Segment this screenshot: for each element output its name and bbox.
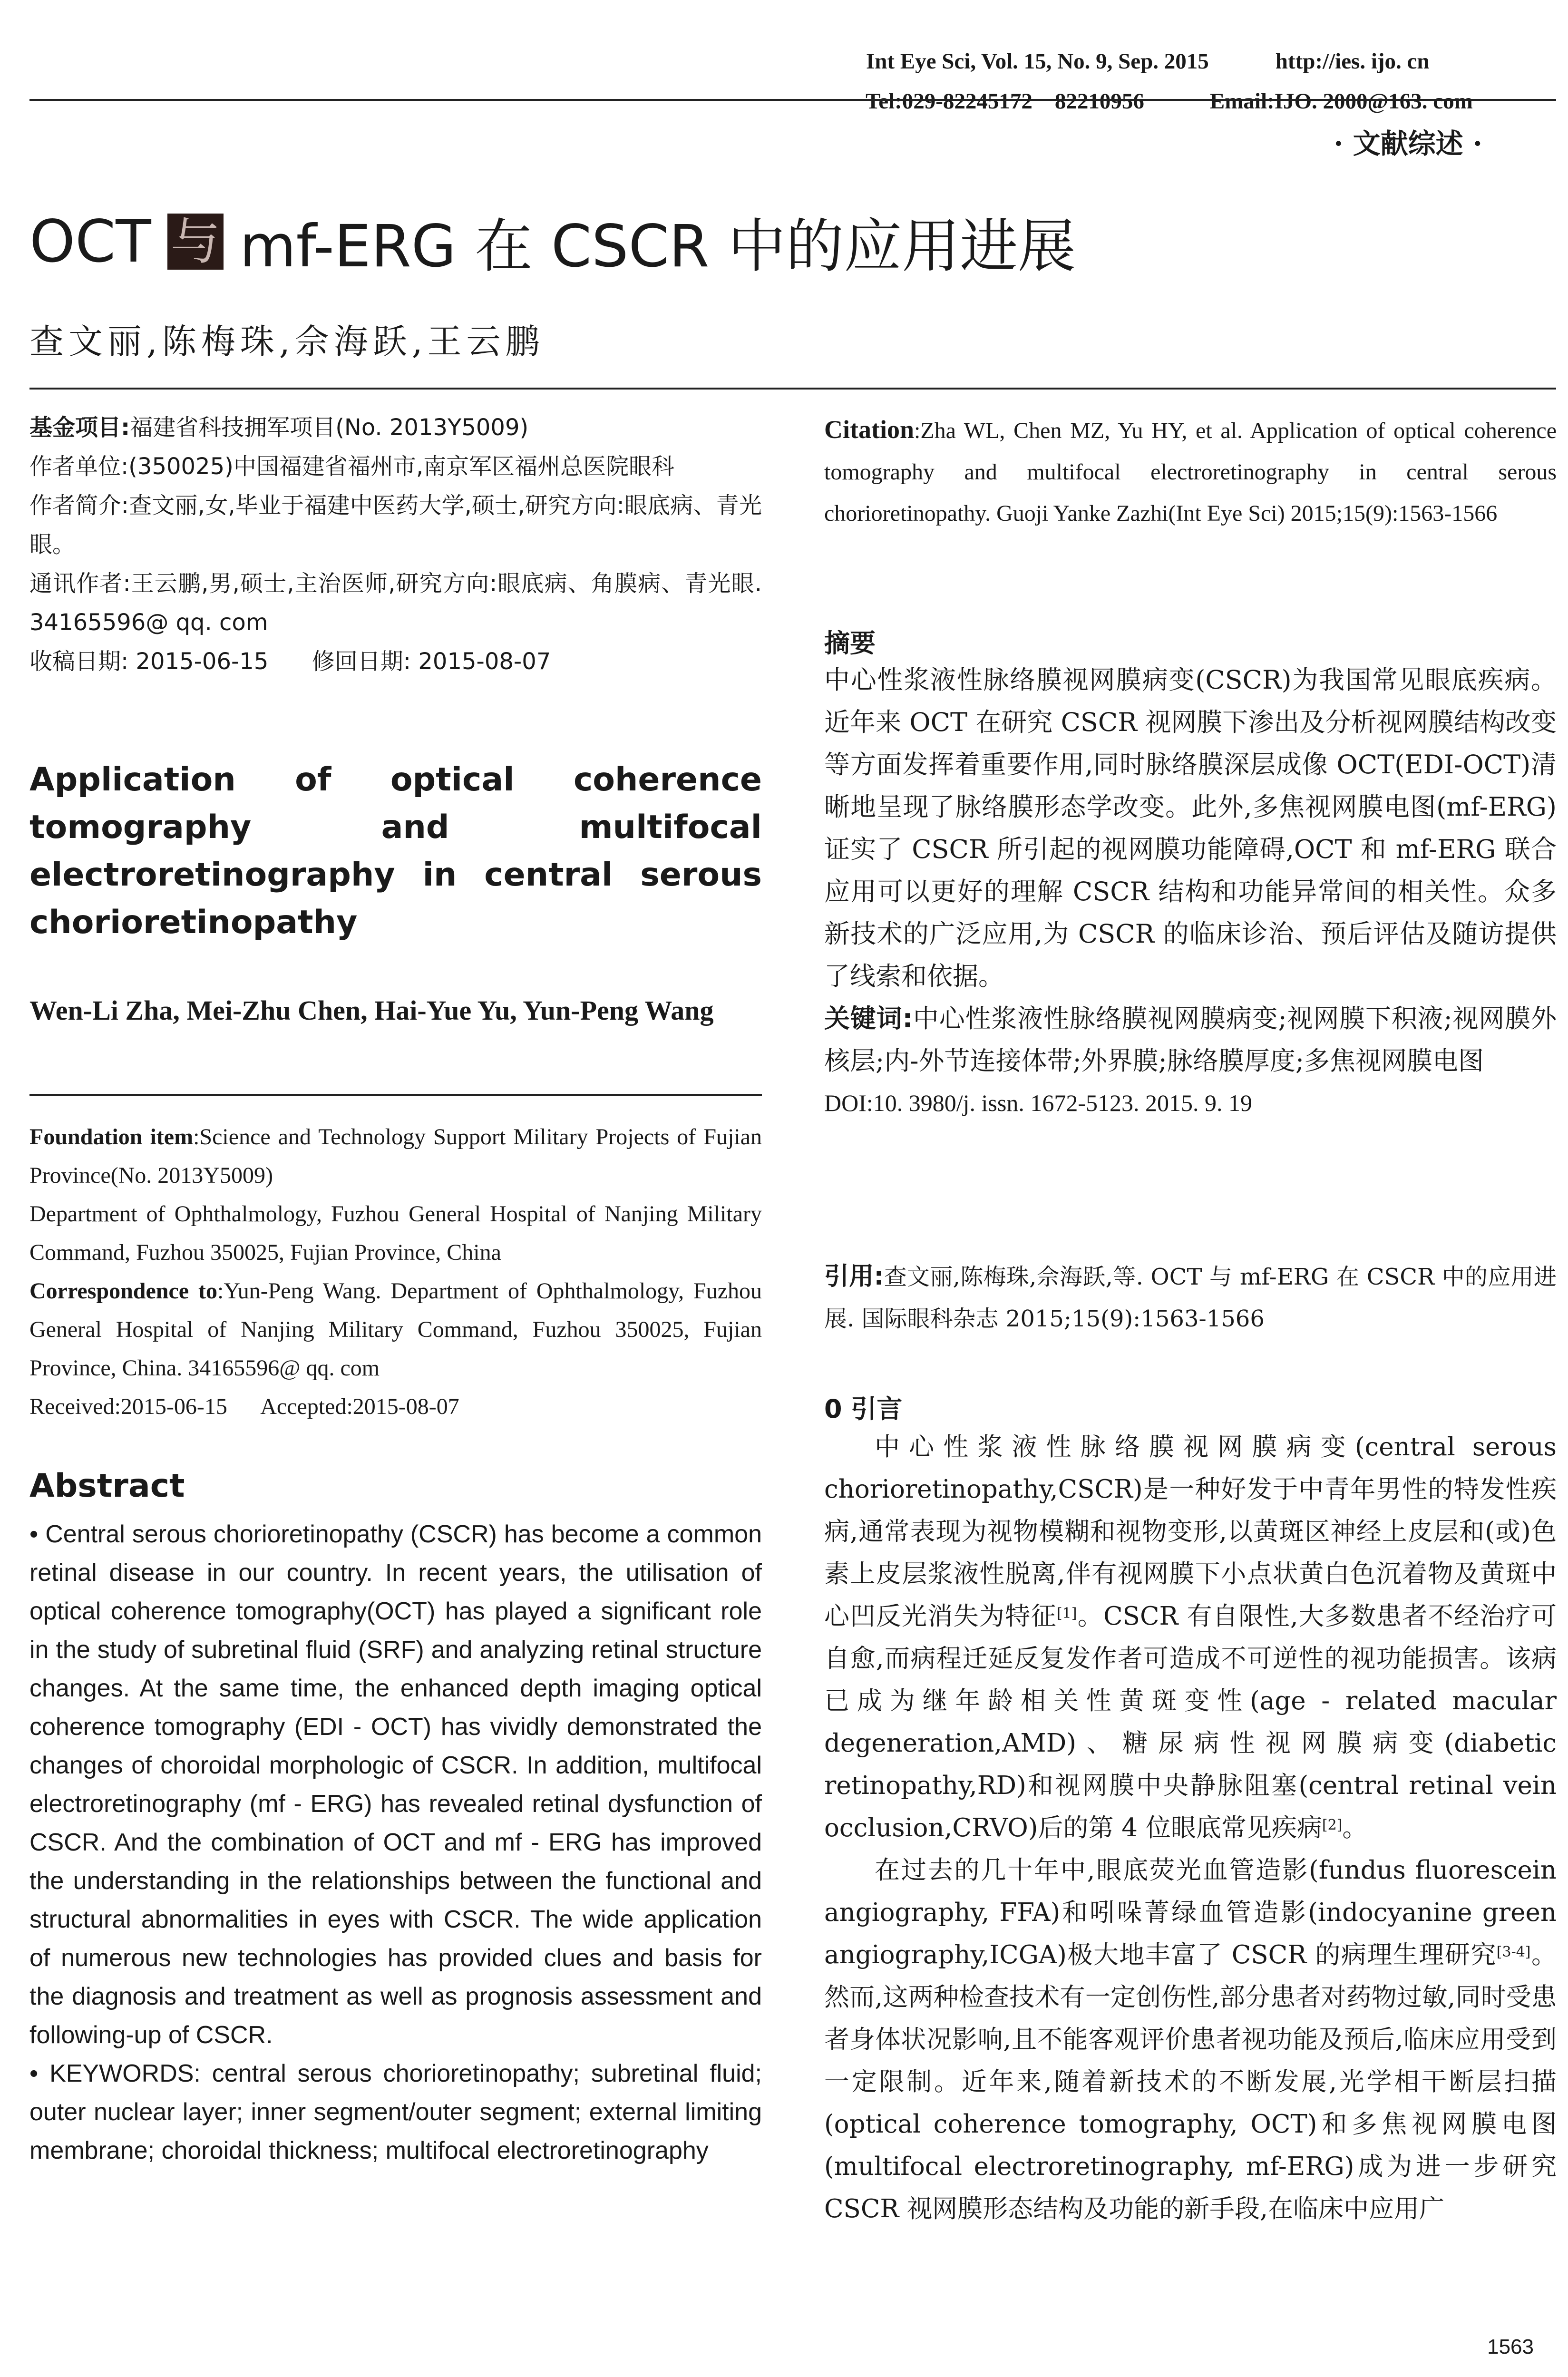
cite-as-cn: 引用:查文丽,陈梅珠,佘海跃,等. OCT 与 mf-ERG 在 CSCR 中的应用进展. 国际眼科杂志 2015;15(9):1563-1566 xyxy=(824,1262,1557,1332)
abstract-text: • Central serous chorioretinopathy (CSCR) has become a common retinal disease in our country. In recent years, the utilisation of optical coherence tomography(OCT) has played a significant role in the study of subretinal fluid (SRF) and analyzing retinal structure changes. At the same time, the enhanced depth imaging optical coherence tomography (EDI - OCT) has vividly demonstrated the changes of choroidal morphologic of CSCR. In addition, multifocal electroretinography (mf - ERG) has revealed retinal dysfunction of CSCR. And the combination of OCT and mf - ERG has improved the understanding in the relationships between the functional and structural abnormalities in eyes with CSCR. The wide application of numerous new technologies has provided clues and basis for the diagnosis and treatment as well as prognosis assessment and following-up of CSCR. xyxy=(29,1520,762,2049)
left-rule xyxy=(29,1094,762,1096)
dates-en: Received:2015-06-15 Accepted:2015-08-07 xyxy=(29,1394,459,1419)
funding-cn: 基金项目:福建省科技拥军项目(No. 2013Y5009) xyxy=(29,414,529,441)
english-title: Application of optical coherence tomography and multifocal electroretinography in central serous chorioretinopathy xyxy=(29,761,762,941)
ref-2[interactable]: [2] xyxy=(1322,1817,1343,1833)
affiliation-cn: 作者单位:(350025)中国福建省福州市,南京军区福州总医院眼科 xyxy=(29,453,675,480)
citation-text: :Zha WL, Chen MZ, Yu HY, et al. Application of optical coherence tomography and multifocal electroretinography in central serous chorioretinopathy. Guoji Yanke Zazhi(Int Eye Sci) 2015;15(9):1563-1566 xyxy=(824,418,1557,526)
doi[interactable]: DOI:10. 3980/j. issn. 1672-5123. 2015. 9. 19 xyxy=(824,1090,1252,1116)
journal-tel: Tel:029-82245172 82210956 xyxy=(866,89,1144,114)
page-number: 1563 xyxy=(1487,2335,1534,2358)
abstract-body xyxy=(29,1515,762,2170)
authors-cn: 查文丽,陈梅珠,佘海跃,王云鹏 xyxy=(29,321,545,361)
abstract-heading: Abstract xyxy=(29,1467,185,1505)
title-part1: OCT xyxy=(29,207,151,275)
section-tag: · 文献综述 · xyxy=(1334,127,1482,160)
citation-label: Citation xyxy=(824,415,914,444)
journal-citation-line: Int Eye Sci, Vol. 15, No. 9, Sep. 2015 xyxy=(866,49,1209,74)
funding-en: Foundation item:Science and Technology Support Military Projects of Fujian Province(No. 2013Y5009) xyxy=(29,1124,762,1188)
citation-block xyxy=(824,409,1557,534)
zh-abstract-body: 中心性浆液性脉络膜视网膜病变(CSCR)为我国常见眼底疾病。近年来 OCT 在研究 CSCR 视网膜下渗出及分析视网膜结构改变等方面发挥着重要作用,同时脉络膜深层成像 OCT(EDI-OCT)清晰地呈现了脉络膜形态学改变。此外,多焦视网膜电图(mf-ERG)证实了 CSCR 所引起的视网膜功能障碍,OCT 和 mf-ERG 联合应用可以更好的理解 CSCR 结构和功能异常间的相关性。众多新技术的广泛应用,为 CSCR 的临床诊治、预后评估及随访提供了线索和依据。 xyxy=(824,665,1557,991)
correspondence-en: Correspondence to:Yun-Peng Wang. Department of Ophthalmology, Fuzhou General Hospital of Nanjing Military Command, Fuzhou 350025, Fujian Province, China. 34165596@ qq. com xyxy=(29,1278,762,1381)
cn-metadata xyxy=(29,408,762,681)
intro-body xyxy=(824,1426,1557,2230)
title-part2: mf-ERG 在 CSCR 中的应用进展 xyxy=(239,213,1076,280)
title-rule xyxy=(29,388,1556,390)
affiliation-en: Department of Ophthalmology, Fuzhou General Hospital of Nanjing Military Command, Fuzhou 350025, Fujian Province, China xyxy=(29,1201,762,1265)
intro-paragraph-1: 中心性浆液性脉络膜视网膜病变(central serous chorioretinopathy,CSCR)是一种好发于中青年男性的特发性疾病,通常表现为视物模糊和视物变形,以黄斑区神经上皮层和(或)色素上皮层浆液性脱离,伴有视网膜下小点状黄白色沉着物及黄斑中心凹反光消失为特征[1]。CSCR 有自限性,大多数患者不经治疗可自愈,而病程迁延反复发作者可造成不可逆性的视功能损害。该病已成为继年龄相关性黄斑变性(age - related macular degeneration,AMD)、糖尿病性视网膜病变(diabetic retinopathy,RD)和视网膜中央静脉阻塞(central retinal vein occlusion,CRVO)后的第 4 位眼底常见疾病[2]。 xyxy=(824,1432,1557,1842)
ref-3-4[interactable]: [3-4] xyxy=(1496,1944,1531,1960)
article-title xyxy=(29,200,1076,283)
english-authors: Wen-Li Zha, Mei-Zhu Chen, Hai-Yue Yu, Yun-Peng Wang xyxy=(29,995,714,1026)
english-metadata xyxy=(29,1118,762,1426)
abstract-keywords: • KEYWORDS: central serous chorioretinopathy; subretinal fluid; outer nuclear layer; inner segment/outer segment; external limiting membrane; choroidal thickness; multifocal electroretinography xyxy=(29,2060,762,2164)
journal-url[interactable]: http://ies. ijo. cn xyxy=(1275,49,1430,74)
title-connector: 与 xyxy=(167,214,224,270)
correspondence-cn: 通讯作者:王云鹏,男,硕士,主治医师,研究方向:眼底病、角膜病、青光眼. 34165596@ qq. com xyxy=(29,570,762,636)
dates-cn: 收稿日期: 2015-06-15 修回日期: 2015-08-07 xyxy=(29,648,551,675)
header-rule xyxy=(29,99,1556,101)
intro-heading: 0 引言 xyxy=(824,1394,903,1424)
intro-paragraph-2: 在过去的几十年中,眼底荧光血管造影(fundus fluorescein angiography, FFA)和吲哚菁绿血管造影(indocyanine green angiography,ICGA)极大地丰富了 CSCR 的病理生理研究[3-4]。然而,这两种检查技术有一定创伤性,部分患者对药物过敏,同时受患者身体状况影响,且不能客观评价患者视功能及预后,临床应用受到一定限制。近年来,随着新技术的不断发展,光学相干断层扫描(optical coherence tomography, OCT)和多焦视网膜电图(multifocal electroretinography, mf-ERG)成为进一步研究 CSCR 视网膜形态结构及功能的新手段,在临床中应用广 xyxy=(824,1856,1557,2223)
zh-abstract-heading: 摘要 xyxy=(824,628,876,658)
zh-keywords: 关键词:中心性浆液性脉络膜视网膜病变;视网膜下积液;视网膜外核层;内-外节连接体带;外界膜;脉络膜厚度;多焦视网膜电图 xyxy=(824,1003,1557,1076)
ref-1[interactable]: [1] xyxy=(1056,1605,1077,1622)
zh-abstract xyxy=(824,659,1557,1124)
journal-email[interactable]: Email:IJO. 2000@163. com xyxy=(1209,89,1473,114)
author-bio-cn: 作者简介:查文丽,女,毕业于福建中医药大学,硕士,研究方向:眼底病、青光眼。 xyxy=(29,492,762,558)
